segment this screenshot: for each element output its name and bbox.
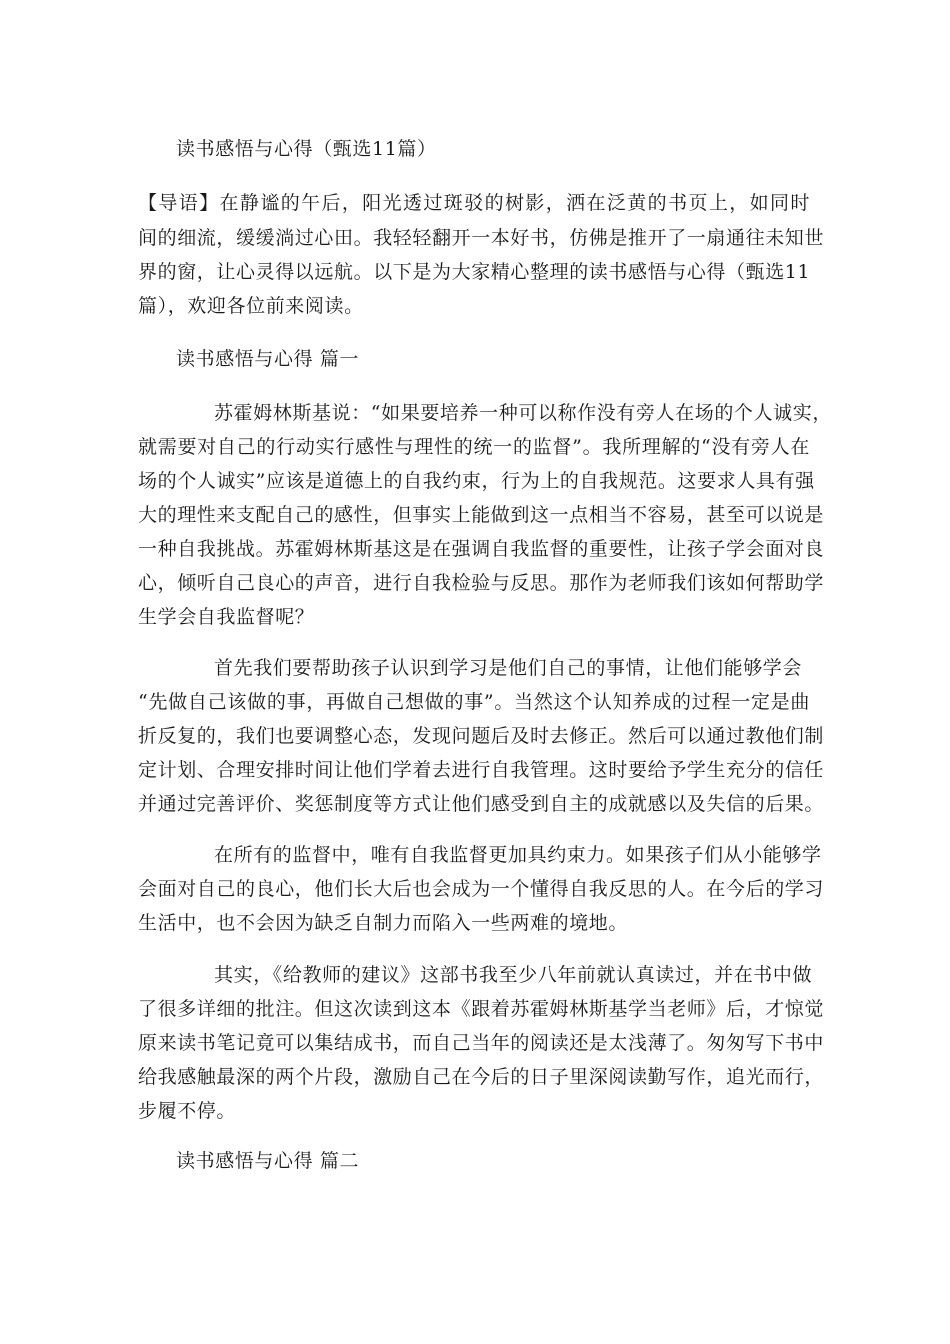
paragraph-line: “先做自己该做的事，再做自己想做的事”。当然这个认知养成的过程一定是曲 <box>138 691 810 713</box>
paragraph-line: 定计划、合理安排时间让他们学着去进行自我管理。这时要给予学生充分的信任 <box>138 759 825 781</box>
paragraph-line: 给我感触最深的两个片段，激励自己在今后的日子里深阅读勤写作，追光而行， <box>138 1066 825 1088</box>
paragraph-line: 苏霍姆林斯基说：“如果要培养一种可以称作没有旁人在场的个人诚实， <box>214 402 832 424</box>
paragraph-line: 了很多详细的批注。但这次读到这本《跟着苏霍姆林斯基学当老师》后，才惊觉 <box>138 998 825 1020</box>
paragraph-line: 大的理性来支配自己的感性，但事实上能做到这一点相当不容易，甚至可以说是 <box>138 504 825 526</box>
paragraph-line: 生活中，也不会因为缺乏自制力而陷入一些两难的境地。 <box>138 912 629 934</box>
paragraph-line: 一种自我挑战。苏霍姆林斯基这是在强调自我监督的重要性，让孩子学会面对良 <box>138 538 825 560</box>
paragraph-line: 并通过完善评价、奖惩制度等方式让他们感受到自主的成就感以及失信的后果。 <box>138 793 825 815</box>
intro-line: 界的窗，让心灵得以远航。以下是为大家精心整理的读书感悟与心得（甄选11 <box>138 261 811 283</box>
paragraph-line: 折反复的，我们也要调整心态，发现问题后及时去修正。然后可以通过教他们制 <box>138 725 825 747</box>
document-title: 读书感悟与心得（甄选11篇） <box>176 138 437 160</box>
paragraph-line: 首先我们要帮助孩子认识到学习是他们自己的事情，让他们能够学会 <box>214 657 803 679</box>
paragraph-line: 其实，《给教师的建议》这部书我至少八年前就认真读过，并在书中做 <box>214 964 813 986</box>
paragraph-line: 原来读书笔记竟可以集结成书，而自己当年的阅读还是太浅薄了。匆匆写下书中 <box>138 1032 825 1054</box>
paragraph-line: 生学会自我监督呢？ <box>138 606 315 628</box>
intro-line: 间的细流，缓缓淌过心田。我轻轻翻开一本好书，仿佛是推开了一扇通往未知世 <box>138 227 825 249</box>
paragraph-line: 在所有的监督中，唯有自我监督更加具约束力。如果孩子们从小能够学 <box>214 844 822 866</box>
paragraph-line: 会面对自己的良心，他们长大后也会成为一个懂得自我反思的人。在今后的学习 <box>138 878 825 900</box>
paragraph-line: 就需要对自己的行动实行感性与理性的统一的监督”。我所理解的“没有旁人在 <box>138 436 810 458</box>
paragraph-line: 步履不停。 <box>138 1100 237 1122</box>
paragraph-line: 场的个人诚实”应该是道德上的自我约束，行为上的自我规范。这要求人具有强 <box>138 470 815 492</box>
intro-line: 【导语】在静谧的午后，阳光透过斑驳的树影，洒在泛黄的书页上，如同时 <box>138 192 810 214</box>
paragraph-line: 心，倾听自己良心的声音，进行自我检验与反思。那作为老师我们该如何帮助学 <box>138 572 825 594</box>
section-title-one: 读书感悟与心得 篇一 <box>176 348 360 370</box>
intro-line: 篇），欢迎各位前来阅读。 <box>138 295 364 317</box>
section-title-two: 读书感悟与心得 篇二 <box>176 1150 360 1172</box>
